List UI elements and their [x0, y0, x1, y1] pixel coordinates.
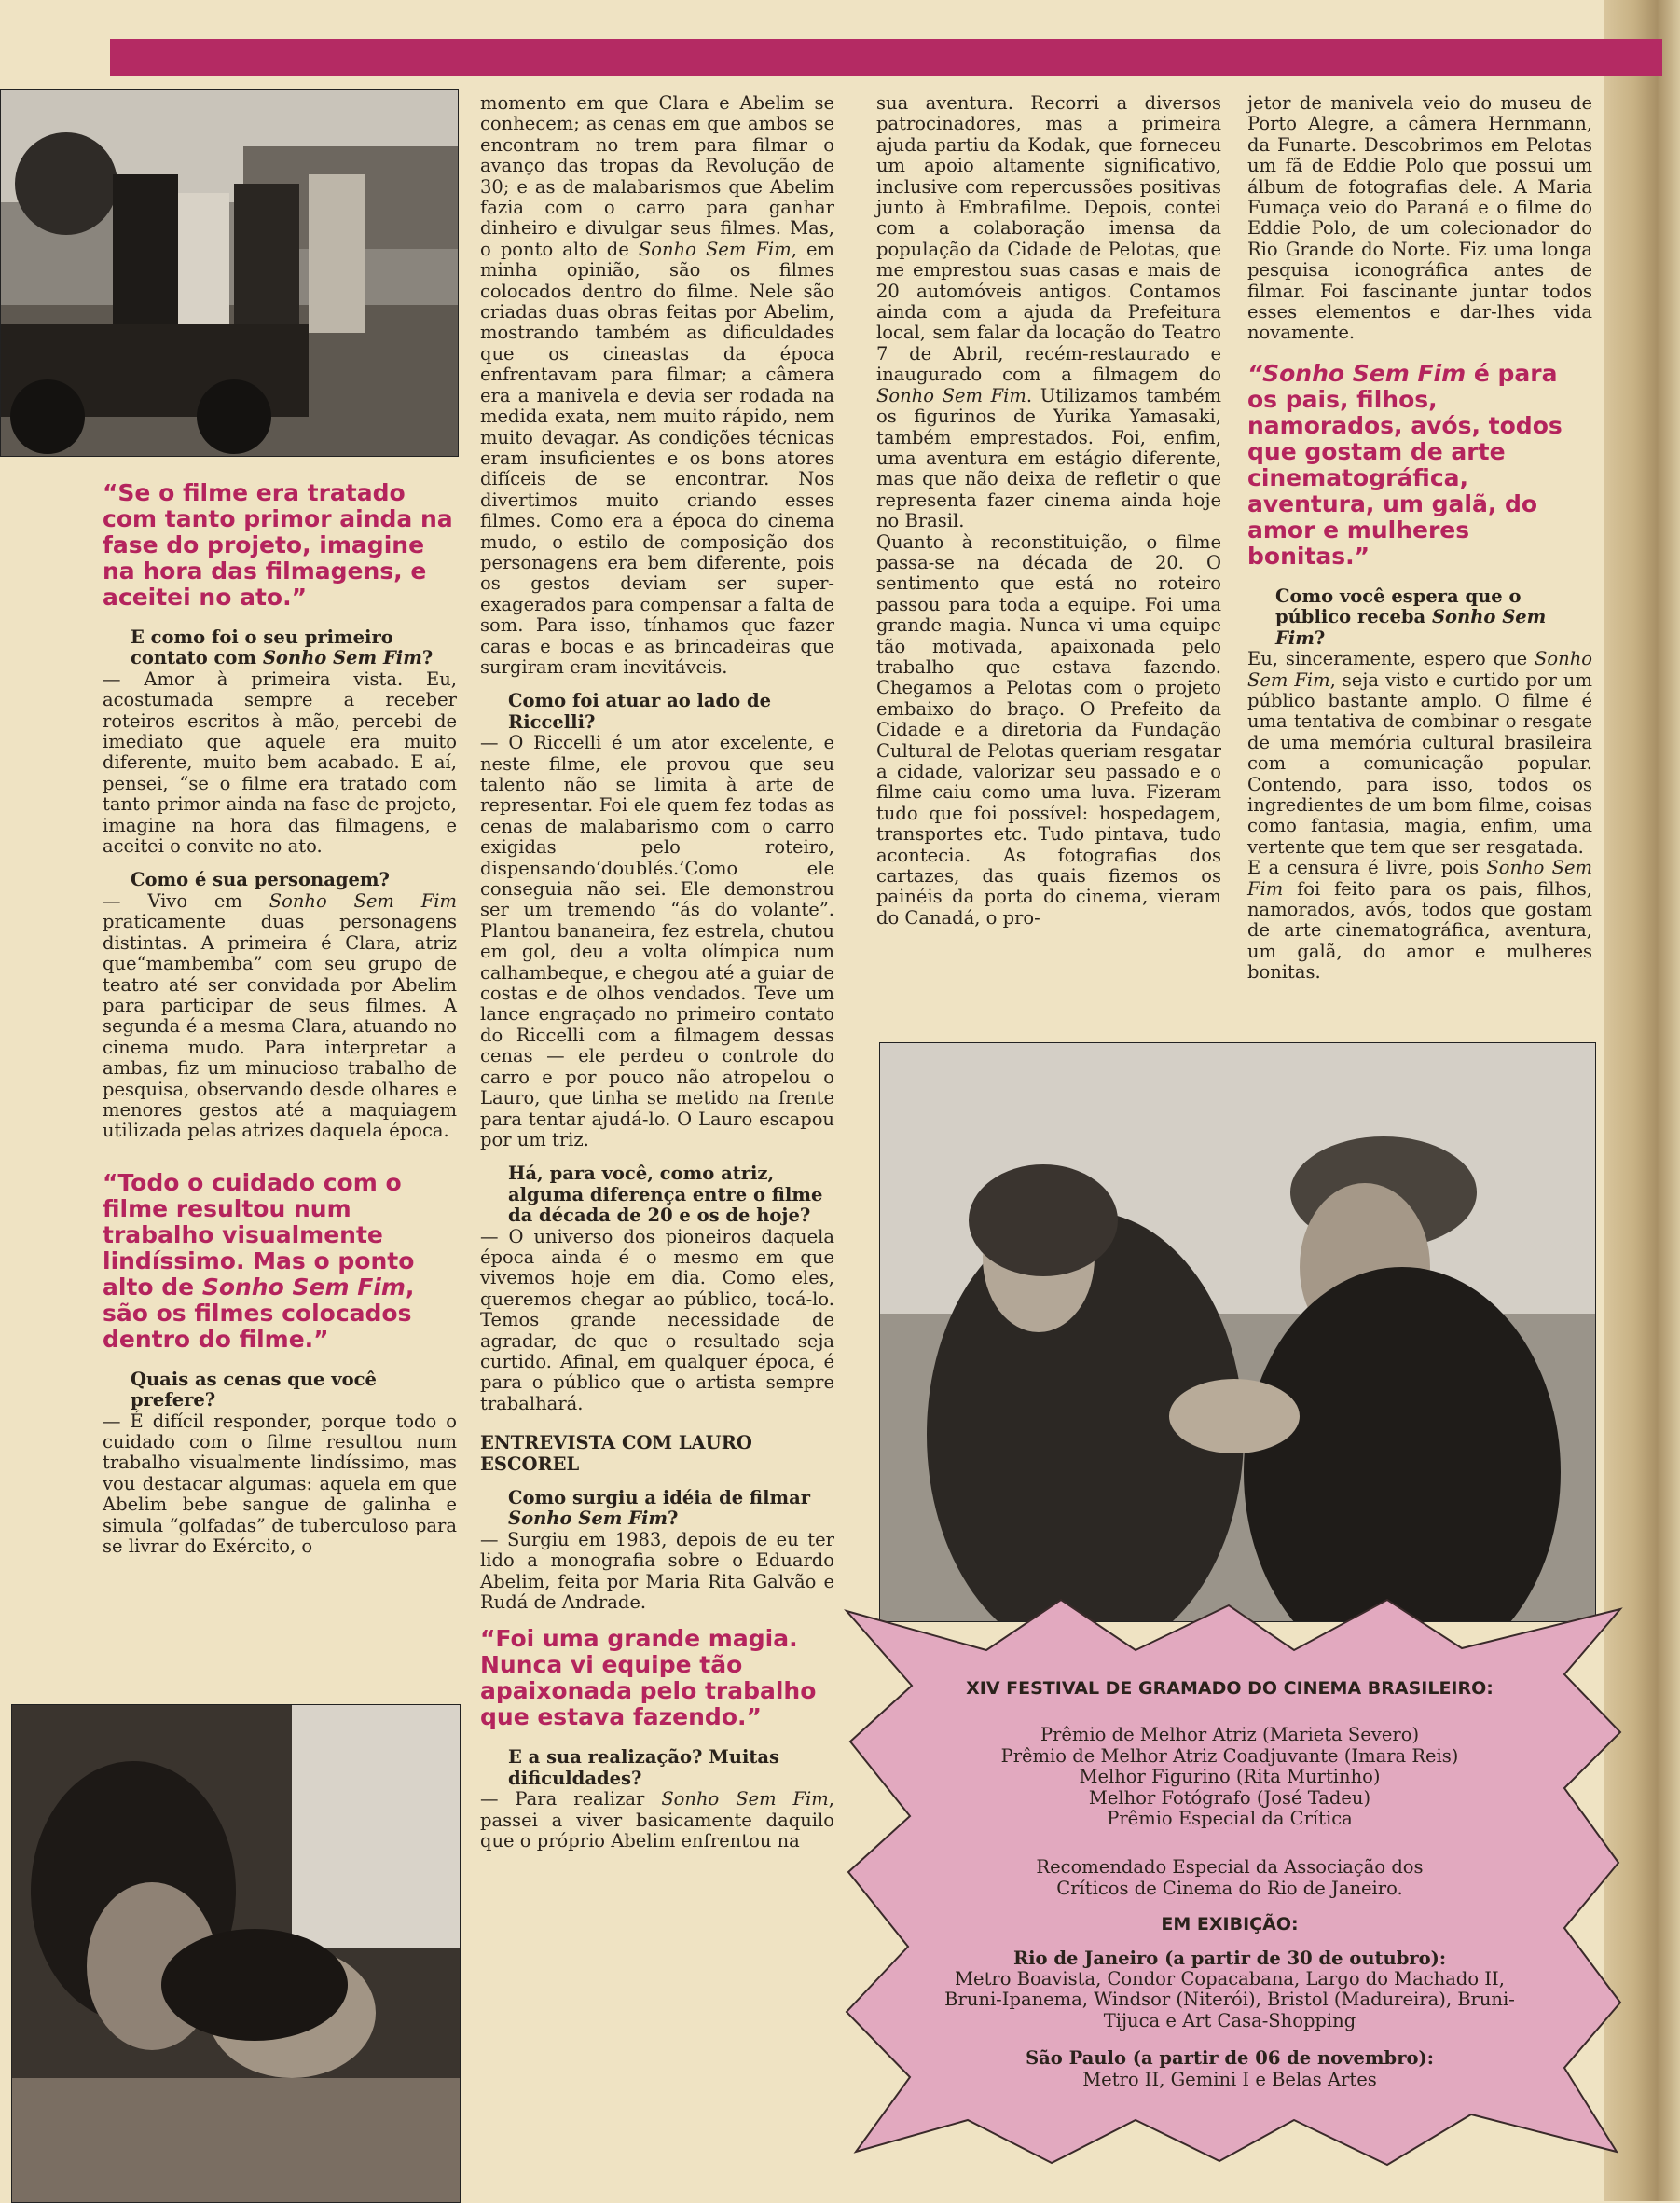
question-riccelli: Como foi atuar ao lado de Riccelli?: [508, 690, 772, 733]
award-1: Prêmio de Melhor Atriz (Marieta Severo): [1040, 1724, 1420, 1746]
festival-box-text: [828, 1592, 1632, 2090]
photo-period-car-scene: [0, 89, 459, 457]
answer-idea: — Surgiu em 1983, depois de eu ter lido a monografia sobre o Eduardo Abelim, feita por Maria Rita Galvão e Rudá de Andrade.: [480, 1528, 834, 1614]
sp-cinemas: Metro II, Gemini I e Belas Artes: [1082, 2068, 1377, 2090]
rio-cinemas: Metro Boavista, Condor Copacabana, Largo do Machado II, Bruni-Ipanema, Windsor (Niterói), Bristol (Madureira), Bruni-Tijuca e Art Casa-Shopping: [944, 1968, 1515, 2031]
festival-starburst: [828, 1592, 1632, 2170]
question-favorite-scenes: Quais as cenas que você prefere?: [131, 1368, 377, 1411]
answer-reception: Eu, sinceramente, espero que Sonho Sem Fim, seja visto e curtido por um público bastante amplo. O filme é uma tentativa de combinar o resgate de uma memória cultural brasileira com a comunicação popular. Contendo, para isso, todos os ingredientes de um bom filme, coisas como fantasia, magia, enfim, uma vertente que tem que ser resgatada.: [1247, 648, 1592, 858]
section-heading-lauro: ENTREVISTA COM LAURO ESCOREL: [480, 1432, 752, 1475]
award-4: Melhor Fotógrafo (José Tadeu): [1088, 1786, 1371, 1809]
magenta-header-bar: [110, 39, 1662, 76]
pull-quote-2: “Todo o cuidado com o filme resultou num trabalho visualmente lindíssimo. Mas o ponto alto de Sonho Sem Fim, são os filmes colocados dentro do filme.”: [103, 1168, 415, 1353]
pull-quote-3: “Foi uma grande magia. Nunca vi equipe tão apaixonada pelo trabalho que estava fazendo.”: [480, 1625, 817, 1731]
paragraph-reconstruction: Quanto à reconstituição, o filme passa-se na década de 20. O sentimento que está no roteiro passou para toda a equipe. Foi uma grande magia. Nunca vi uma equipe tão motivada, apaixonada pelo trabalho que estava fazendo. Chegamos a Pelotas com o projeto embaixo do braço. O Prefeito da Cidade e a diretoria da Fundação Cultural de Pelotas queriam resgatar a cidade, valorizar seu passado e o filme caiu como uma luva. Fizeram tudo que foi possível: hospedagem, transportes etc. Tudo pintava, tudo acontecia. As fotografias dos cartazes, das quais fizemos os painéis da porta do cinema, vieram do Canadá, o pro-: [876, 530, 1221, 929]
question-first-contact: E como foi o seu primeiro contato com Sonho Sem Fim?: [131, 626, 434, 669]
paragraph-props: jetor de manivela veio do museu de Porto Alegre, a câmera Hernmann, da Funarte. Descobrimos em Pelotas um fã de Eddie Polo que possui um álbum de fotografias dele. A Maria Fumaça veio do Paraná e o filme do Eddie Polo, de um colecionador do Rio Grande do Norte. Fiz uma longa pesquisa iconográfica antes de filmar. Foi fascinante juntar todos esses elementos e dar-lhes vida novamente.: [1247, 92, 1592, 344]
award-5: Prêmio Especial da Crítica: [1107, 1808, 1353, 1830]
paragraph-scenes: momento em que Clara e Abelim se conhecem; as cenas em que ambos se encontram no trem para filmar o avanço das tropas da Revolução de 30; e as de malabarismos que Abelim fazia com o carro para ganhar dinheiro e divulgar seus filmes. Mas, o ponto alto de Sonho Sem Fim, em minha opinião, são os filmes colocados dentro do filme. Nele são criadas duas obras feitas por Abelim, mostrando também as dificuldades que os cineastas da época enfrentavam para filmar; a câmera era a manivela e devia ser rodada na medida exata, nem muito rápido, nem muito devagar. As condições técnicas eram insuficientes e os bons atores difíceis de se encontrar. Nos divertimos muito criando esses filmes. Como era a época do cinema mudo, o estilo de composição dos personagens era bem diferente, pois os gestos deviam ser super-exagerados para compensar a falta de som. Para isso, tínhamos que fazer caras e bocas e as brincadeiras que surgiram eram inevitáveis.: [480, 92, 835, 678]
question-difference: Há, para você, como atriz, alguma diferença entre o filme da década de 20 e os de hoje?: [508, 1163, 823, 1227]
pull-quote-4: “Sonho Sem Fim é para os pais, filhos, namorados, avós, todos que gostam de arte cinematográfica, aventura, um galã, do amor e mulheres bonitas.”: [1247, 359, 1563, 570]
answer-difference: — O universo dos pioneiros daquela época ainda é o mesmo em que vivemos hoje em dia. Como eles, queremos chegar ao público, tocá-lo. Temos grande necessidade de agradar, de que o resultado seja curtido. Afinal, em qualquer época, é para o público que o artista sempre trabalhará.: [480, 1225, 834, 1414]
paragraph-sponsors: sua aventura. Recorri a diversos patrocinadores, mas a primeira ajuda partiu da Kodak, que forneceu um apoio altamente significativo, inclusive com repercussões positivas junto à Embrafilme. Depois, contei com a colaboração imensa da população da Cidade de Pelotas, que me emprestou suas casas e mais de 20 automóveis antigos. Contamos ainda com a ajuda da Prefeitura local, sem falar da locação do Teatro 7 de Abril, recém-restaurado e inaugurado com a filmagem do Sonho Sem Fim. Utilizamos também os figurinos de Yurika Yamasaki, também emprestados. Foi, enfim, uma aventura em estágio diferente, mas que não deixa de refletir o que representa fazer cinema ainda hoje no Brasil.: [876, 92, 1221, 532]
answer-favorite-scenes: — É difícil responder, porque todo o cuidado com o filme resultou num trabalho visualmente lindíssimo, mas vou destacar algumas: aquela em que Abelim bebe sangue de galinha e simula “golfadas” de tuberculoso para se livrar do Exército, o: [103, 1410, 457, 1557]
pull-quote-1: “Se o filme era tratado com tanto primor ainda na fase do projeto, imagine na hora das filmagens, e aceitei no ato.”: [103, 479, 453, 611]
award-3: Melhor Figurino (Rita Murtinho): [1079, 1766, 1381, 1788]
exhibition-heading: EM EXIBIÇÃO:: [1161, 1914, 1299, 1935]
festival-title: XIV FESTIVAL DE GRAMADO DO CINEMA BRASILEIRO:: [966, 1678, 1494, 1699]
question-idea: Como surgiu a idéia de filmar Sonho Sem Fim?: [508, 1487, 811, 1530]
photo-couple-scene: [11, 1704, 461, 2203]
recommendation: Recomendado Especial da Associação dos Críticos de Cinema do Rio de Janeiro.: [1036, 1856, 1424, 1899]
answer-realization: — Para realizar Sonho Sem Fim, passei a viver basicamente daquilo que o próprio Abelim enfrentou na: [480, 1788, 834, 1852]
photo-actors-by-sea: [879, 1042, 1596, 1622]
question-character: Como é sua personagem?: [131, 869, 390, 891]
column-4: [1247, 93, 1592, 984]
column-2: [480, 93, 834, 1852]
award-2: Prêmio de Melhor Atriz Coadjuvante (Imara Reis): [1000, 1744, 1459, 1767]
sp-title: São Paulo (a partir de 06 de novembro):: [1026, 2047, 1434, 2070]
question-realization: E a sua realização? Muitas dificuldades?: [508, 1746, 780, 1789]
column-3: [876, 93, 1221, 929]
answer-first-contact: — Amor à primeira vista. Eu, acostumada sempre a receber roteiros escritos à mão, percebi de imediato que aquele era muito diferente, muito bem acabado. E aí, pensei, “se o filme era tratado com tanto primor ainda na fase de projeto, imagine na hora das filmagens, e aceitei o convite no ato.: [103, 668, 457, 858]
answer-character: — Vivo em Sonho Sem Fim praticamente duas personagens distintas. A primeira é Clara, atriz que“mambemba” com seu grupo de teatro até ser convidada por Abelim para participar de seus filmes. A segunda é a mesma Clara, atuando no cinema mudo. Para interpretar a ambas, fiz um minucioso trabalho de pesquisa, observando desde olhares e menores gestos até a maquiagem utilizada pelas atrizes daquela época.: [103, 889, 458, 1142]
column-1: [103, 480, 457, 1557]
answer-riccelli: — O Riccelli é um ator excelente, e neste filme, ele provou que seu talento não se limita à arte de representar. Foi ele quem fez todas as cenas de malabarismo com o carro exigidas pelo roteiro, dispensando‘doublés.’Como ele conseguia não sei. Ele demonstrou ser um tremendo “ás do volante”. Plantou bananeira, fez estrela, chutou em gol, deu a volta olímpica num calhambeque, e chegou até a guiar de costas e de olhos vendados. Teve um lance engraçado no primeiro contato do Riccelli com a filmagem dessas cenas — ele perdeu o controle do carro e por pouco não atropelou o Lauro, que tinha se metido na frente para tentar ajudá-lo. O Lauro escapou por um triz.: [480, 732, 834, 1150]
question-reception: Como você espera que o público receba Sonho Sem Fim?: [1275, 585, 1547, 649]
answer-censorship: E a censura é livre, pois Sonho Sem Fim foi feito para os pais, filhos, namorados, avós, todos que gostam de arte cinematográfica, aventura, um galã, do amor e mulheres bonitas.: [1247, 857, 1593, 984]
rio-title: Rio de Janeiro (a partir de 30 de outubro):: [1012, 1947, 1447, 1969]
